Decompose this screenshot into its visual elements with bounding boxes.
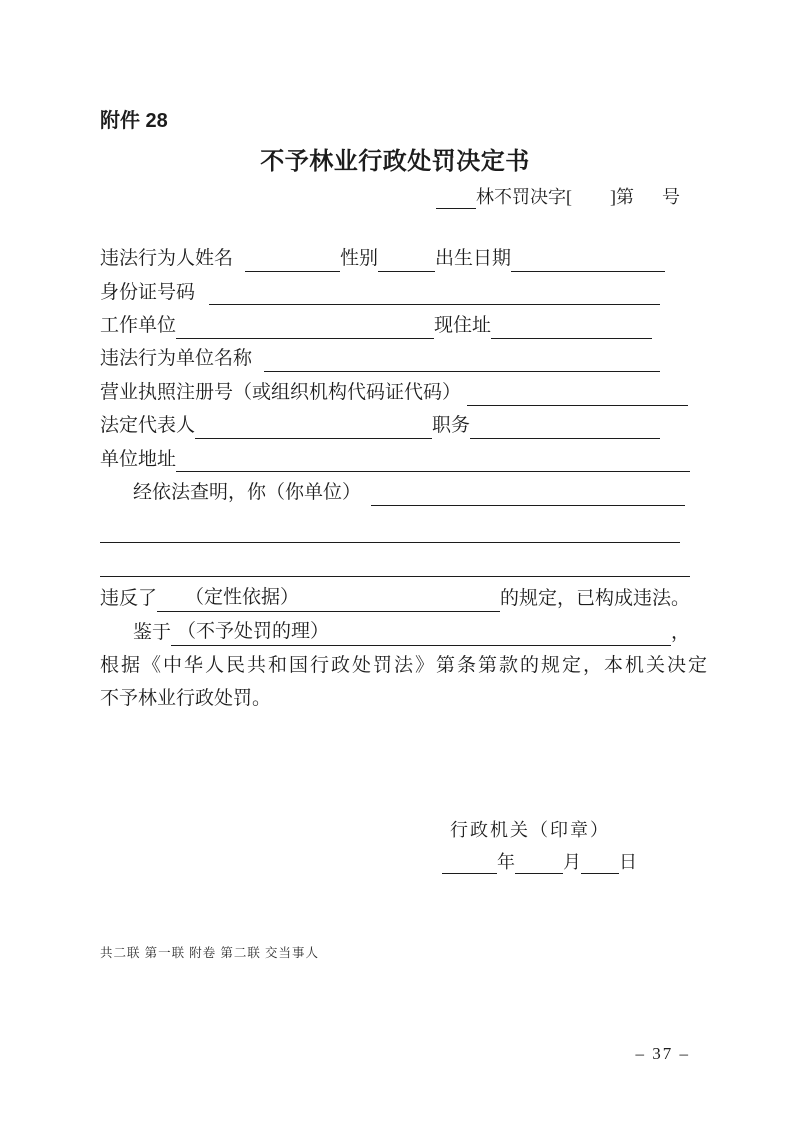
ref-close: ]第 xyxy=(610,187,634,207)
hint-no-penalty-reason: （不予处罚的理） xyxy=(177,621,330,643)
label-basis-part1: 根据《中华人民共和国行政处罚法》第 xyxy=(100,655,458,677)
blank-business-license-no xyxy=(467,405,688,406)
page-number: – 37 – xyxy=(635,1044,690,1063)
document-title: 不予林业行政处罚决定书 xyxy=(260,148,530,175)
blank-gender xyxy=(378,271,435,272)
blank-position xyxy=(470,438,660,439)
label-position: 职务 xyxy=(432,415,471,437)
blank-month xyxy=(515,873,563,874)
blank-facts-line-2 xyxy=(100,576,690,577)
label-legal-representative: 法定代表人 xyxy=(100,415,196,437)
label-id-number: 身份证号码 xyxy=(100,281,196,303)
label-offender-name: 违法行为人姓名 xyxy=(100,248,234,270)
blank-offender-name xyxy=(245,271,340,272)
form-row-business-license xyxy=(100,372,690,405)
label-day: 日 xyxy=(619,851,637,872)
attachment-label: 附件 28 xyxy=(100,110,168,132)
blank-work-unit xyxy=(176,338,434,339)
label-gender: 性别 xyxy=(340,248,379,270)
label-violate-suffix: 的规定，已构成违法。 xyxy=(499,588,690,610)
blank-no-penalty-reason xyxy=(171,620,671,646)
blank-unit-address xyxy=(176,471,690,472)
label-unit-address: 单位地址 xyxy=(100,448,177,470)
copies-distribution-note: 共二联 第一联 附卷 第二联 交当事人 xyxy=(100,945,320,960)
form-row-blank-line-2 xyxy=(100,543,690,577)
form-row-blank-line-1 xyxy=(100,506,690,543)
label-basis-part2: 条第 xyxy=(457,655,500,677)
label-violate-prefix: 违反了 xyxy=(100,588,158,610)
label-whereas-prefix: 鉴于 xyxy=(133,622,172,644)
label-birth-date: 出生日期 xyxy=(435,248,512,270)
reference-number-line xyxy=(100,181,690,209)
form-row-decision xyxy=(100,679,690,712)
label-whereas-comma: ， xyxy=(670,622,690,644)
blank-day xyxy=(581,873,619,874)
blank-id-number xyxy=(209,304,660,305)
blank-ref-region xyxy=(436,208,476,209)
blank-found-facts xyxy=(371,505,685,506)
label-month: 月 xyxy=(563,851,581,872)
form-row-legal-representative xyxy=(100,406,690,439)
label-year: 年 xyxy=(497,851,515,872)
hint-qualitative-basis: （定性依据） xyxy=(185,587,300,609)
label-current-address: 现住址 xyxy=(434,315,492,337)
label-found-by-law: 经依法查明，你（你单位） xyxy=(133,482,362,504)
blank-legal-representative xyxy=(195,438,432,439)
blank-violation-basis xyxy=(157,586,500,612)
label-decision: 不予林业行政处罚。 xyxy=(100,688,272,710)
signature-date-line xyxy=(100,848,690,874)
blank-current-address xyxy=(491,338,652,339)
blank-facts-line-1 xyxy=(100,542,680,543)
label-business-license-no: 营业执照注册号（或组织机构代码证代码） xyxy=(100,381,462,403)
label-basis-part3: 款的规定，本机关决定 xyxy=(499,655,710,677)
form-row-unit-address xyxy=(100,439,690,472)
form-row-whereas xyxy=(100,612,690,646)
label-offending-unit-name: 违法行为单位名称 xyxy=(100,348,253,370)
signature-authority: 行政机关（印章） xyxy=(450,819,610,840)
ref-suffix: 号 xyxy=(662,187,680,207)
blank-birth-date xyxy=(511,271,665,272)
form-row-work-unit xyxy=(100,305,690,338)
form-row-id-number xyxy=(100,272,690,305)
ref-label: 林不罚决字[ xyxy=(476,187,572,207)
label-work-unit: 工作单位 xyxy=(100,315,177,337)
form-row-legal-basis xyxy=(100,646,710,679)
form-row-found-by-law xyxy=(100,472,690,505)
blank-year xyxy=(442,873,497,874)
form-row-person xyxy=(100,235,690,272)
form-body xyxy=(100,235,710,712)
blank-offending-unit-name xyxy=(264,371,660,372)
form-row-violation xyxy=(100,577,690,612)
form-row-offending-unit xyxy=(100,339,690,372)
